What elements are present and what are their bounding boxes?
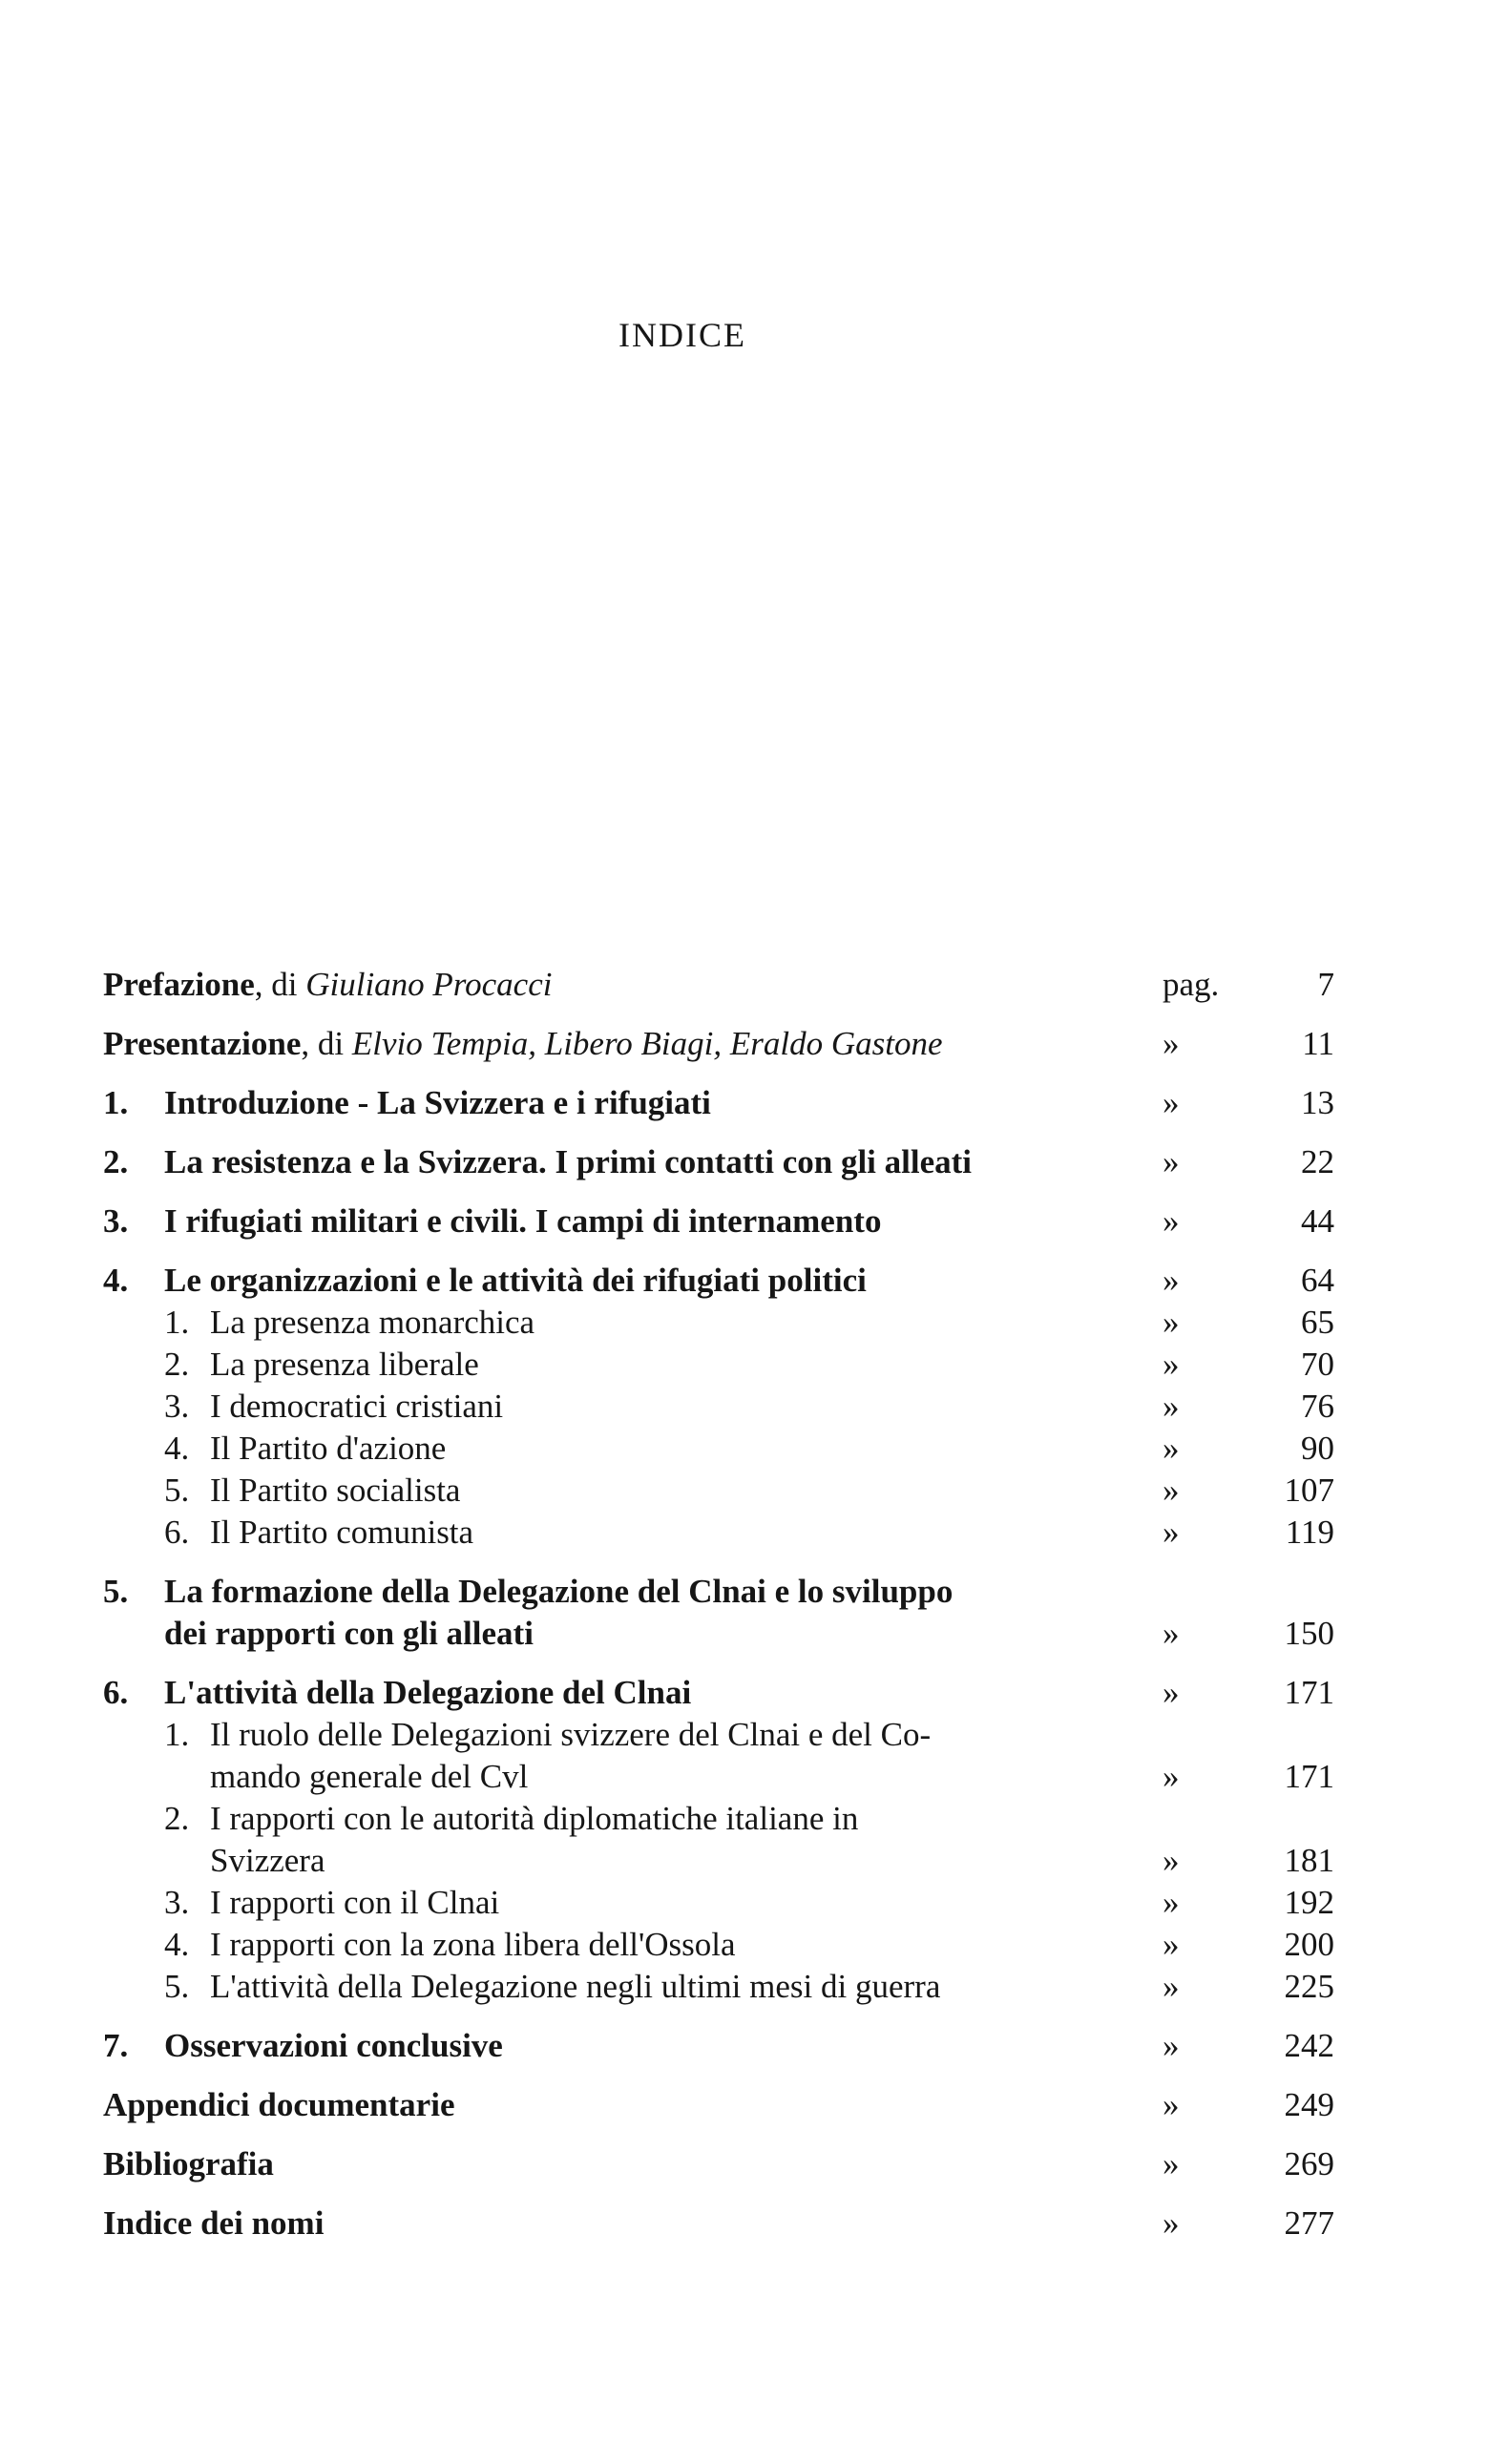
section-number: 4. [164, 1430, 190, 1467]
section-number: 1. [164, 1304, 190, 1341]
section-title: La presenza monarchica [210, 1304, 535, 1341]
page-marker: » [1163, 1202, 1180, 1240]
page-marker: » [1163, 1262, 1180, 1299]
toc-subentry[interactable] [103, 1386, 1334, 1428]
toc-entry-prefazione[interactable] [103, 964, 1334, 1006]
page-marker: » [1163, 2145, 1180, 2182]
toc-entry-text [103, 964, 1151, 1006]
page-number: 150 [1284, 1615, 1334, 1652]
page-number: 44 [1301, 1202, 1334, 1240]
page-marker: » [1163, 2086, 1180, 2123]
page-number: 119 [1285, 1514, 1334, 1551]
page-number: 76 [1301, 1388, 1334, 1425]
section-number: 3. [164, 1388, 190, 1425]
page-number: 13 [1301, 1084, 1334, 1121]
chapter-title-line-2: dei rapporti con gli alleati [164, 1615, 534, 1652]
toc-subentry[interactable] [103, 1512, 1334, 1554]
page-number: 249 [1284, 2086, 1334, 2123]
section-number: 5. [164, 1968, 190, 2005]
page-number: 277 [1284, 2204, 1334, 2242]
chapter-title: La resistenza e la Svizzera. I primi contatti con gli alleati [164, 1143, 972, 1180]
toc-entry-chapter-3[interactable] [103, 1201, 1334, 1242]
section-title: Il Partito socialista [210, 1472, 461, 1509]
section-title-line-1: Il ruolo delle Delegazioni svizzere del Clnai e del Co- [210, 1716, 932, 1753]
section-title: Il Partito d'azione [210, 1430, 447, 1467]
toc-entry-chapter-7[interactable] [103, 2025, 1334, 2067]
toc-entry-presentazione[interactable] [103, 1023, 1334, 1065]
entry-title: Presentazione [103, 1025, 302, 1062]
page-number: 171 [1284, 1758, 1334, 1795]
section-title: La presenza liberale [210, 1346, 479, 1383]
page-number: 22 [1301, 1143, 1334, 1180]
entry-title: Prefazione [103, 966, 255, 1003]
section-number: 1. [164, 1716, 190, 1753]
toc-subentry[interactable] [103, 1714, 1334, 1798]
table-of-contents [103, 964, 1334, 2245]
section-title [210, 1798, 1151, 1882]
toc-entry-bibliografia[interactable] [103, 2143, 1334, 2185]
toc-entry-appendici[interactable] [103, 2084, 1334, 2126]
page-marker: » [1163, 1674, 1180, 1711]
page-marker: » [1163, 1968, 1180, 2005]
page-marker: » [1163, 1926, 1180, 1963]
page-number: 171 [1284, 1674, 1334, 1711]
page-title: INDICE [618, 316, 746, 354]
section-title-line-1: I rapporti con le autorità diplomatiche italiane in [210, 1800, 859, 1837]
toc-subentry[interactable] [103, 1470, 1334, 1512]
page-number: 107 [1284, 1472, 1334, 1509]
entry-author: Elvio Tempia, Libero Biagi, Eraldo Gastone [351, 1025, 943, 1062]
page-marker: » [1163, 1304, 1180, 1341]
page-number: 7 [1317, 966, 1334, 1003]
section-number: 3. [164, 1884, 190, 1921]
page-number: 192 [1284, 1884, 1334, 1921]
page-number: 181 [1284, 1842, 1334, 1879]
section-number: 5. [164, 1472, 190, 1509]
section-number: 6. [164, 1514, 190, 1551]
toc-subentry[interactable] [103, 1966, 1334, 2008]
entry-separator: , di [301, 1025, 352, 1062]
toc-entry-chapter-2[interactable] [103, 1141, 1334, 1183]
entry-title: Bibliografia [103, 2145, 274, 2182]
section-number: 2. [164, 1800, 190, 1837]
section-title: Il Partito comunista [210, 1514, 474, 1551]
toc-entry-chapter-6[interactable] [103, 1672, 1334, 1714]
chapter-title: Osservazioni conclusive [164, 2027, 503, 2064]
page-number: 225 [1284, 1968, 1334, 2005]
toc-entry-chapter-1[interactable] [103, 1082, 1334, 1124]
page-marker: » [1163, 2204, 1180, 2242]
section-title: I rapporti con il Clnai [210, 1884, 500, 1921]
chapter-number: 3. [103, 1202, 129, 1240]
toc-subentry[interactable] [103, 1798, 1334, 1882]
entry-title: Appendici documentarie [103, 2086, 455, 2123]
section-title-line-2: mando generale del Cvl [210, 1758, 529, 1795]
toc-entry-chapter-5[interactable] [103, 1571, 1334, 1655]
chapter-number: 6. [103, 1674, 129, 1711]
toc-subentry[interactable] [103, 1882, 1334, 1924]
page-marker: » [1163, 2027, 1180, 2064]
toc-entry-text [103, 1023, 1151, 1065]
toc-entry-indice-dei-nomi[interactable] [103, 2203, 1334, 2245]
page-marker: » [1163, 1514, 1180, 1551]
chapter-number: 2. [103, 1143, 129, 1180]
page-number: 65 [1301, 1304, 1334, 1341]
page-marker: » [1163, 1084, 1180, 1121]
page-marker: » [1163, 1472, 1180, 1509]
page-number: 64 [1301, 1262, 1334, 1299]
page-number: 11 [1302, 1025, 1334, 1062]
page-marker: » [1163, 1842, 1180, 1879]
toc-subentry[interactable] [103, 1302, 1334, 1344]
chapter-number: 1. [103, 1084, 129, 1121]
chapter-number: 7. [103, 2027, 129, 2064]
page-marker: » [1163, 1430, 1180, 1467]
section-title [210, 1714, 1151, 1798]
page-marker: » [1163, 1025, 1180, 1062]
entry-title: Indice dei nomi [103, 2204, 325, 2242]
page-marker: » [1163, 1346, 1180, 1383]
page-number: 200 [1284, 1926, 1334, 1963]
chapter-number: 4. [103, 1262, 129, 1299]
chapter-title [164, 1571, 1151, 1655]
chapter-title: L'attività della Delegazione del Clnai [164, 1674, 692, 1711]
chapter-title: Le organizzazioni e le attività dei rifugiati politici [164, 1262, 867, 1299]
page-number: 269 [1284, 2145, 1334, 2182]
entry-author: Giuliano Procacci [305, 966, 553, 1003]
page-marker: » [1163, 1758, 1180, 1795]
toc-subentry[interactable] [103, 1344, 1334, 1386]
section-number: 4. [164, 1926, 190, 1963]
toc-subentry[interactable] [103, 1924, 1334, 1966]
entry-separator: , di [254, 966, 306, 1003]
toc-subentry[interactable] [103, 1428, 1334, 1470]
section-title: I rapporti con la zona libera dell'Ossola [210, 1926, 736, 1963]
page-marker: » [1163, 1615, 1180, 1652]
page-number: 70 [1301, 1346, 1334, 1383]
page-marker: » [1163, 1388, 1180, 1425]
section-title-line-2: Svizzera [210, 1842, 325, 1879]
chapter-title-line-1: La formazione della Delegazione del Clnai e lo sviluppo [164, 1573, 954, 1610]
section-title: L'attività della Delegazione negli ultimi mesi di guerra [210, 1968, 941, 2005]
page-marker: » [1163, 1884, 1180, 1921]
chapter-title: I rifugiati militari e civili. I campi di internamento [164, 1202, 882, 1240]
section-title: I democratici cristiani [210, 1388, 504, 1425]
chapter-number: 5. [103, 1573, 129, 1610]
chapter-title: Introduzione - La Svizzera e i rifugiati [164, 1084, 711, 1121]
page-marker: » [1163, 1143, 1180, 1180]
page-marker: pag. [1163, 966, 1220, 1003]
section-number: 2. [164, 1346, 190, 1383]
page-number: 242 [1284, 2027, 1334, 2064]
toc-entry-chapter-4[interactable] [103, 1260, 1334, 1302]
page-number: 90 [1301, 1430, 1334, 1467]
